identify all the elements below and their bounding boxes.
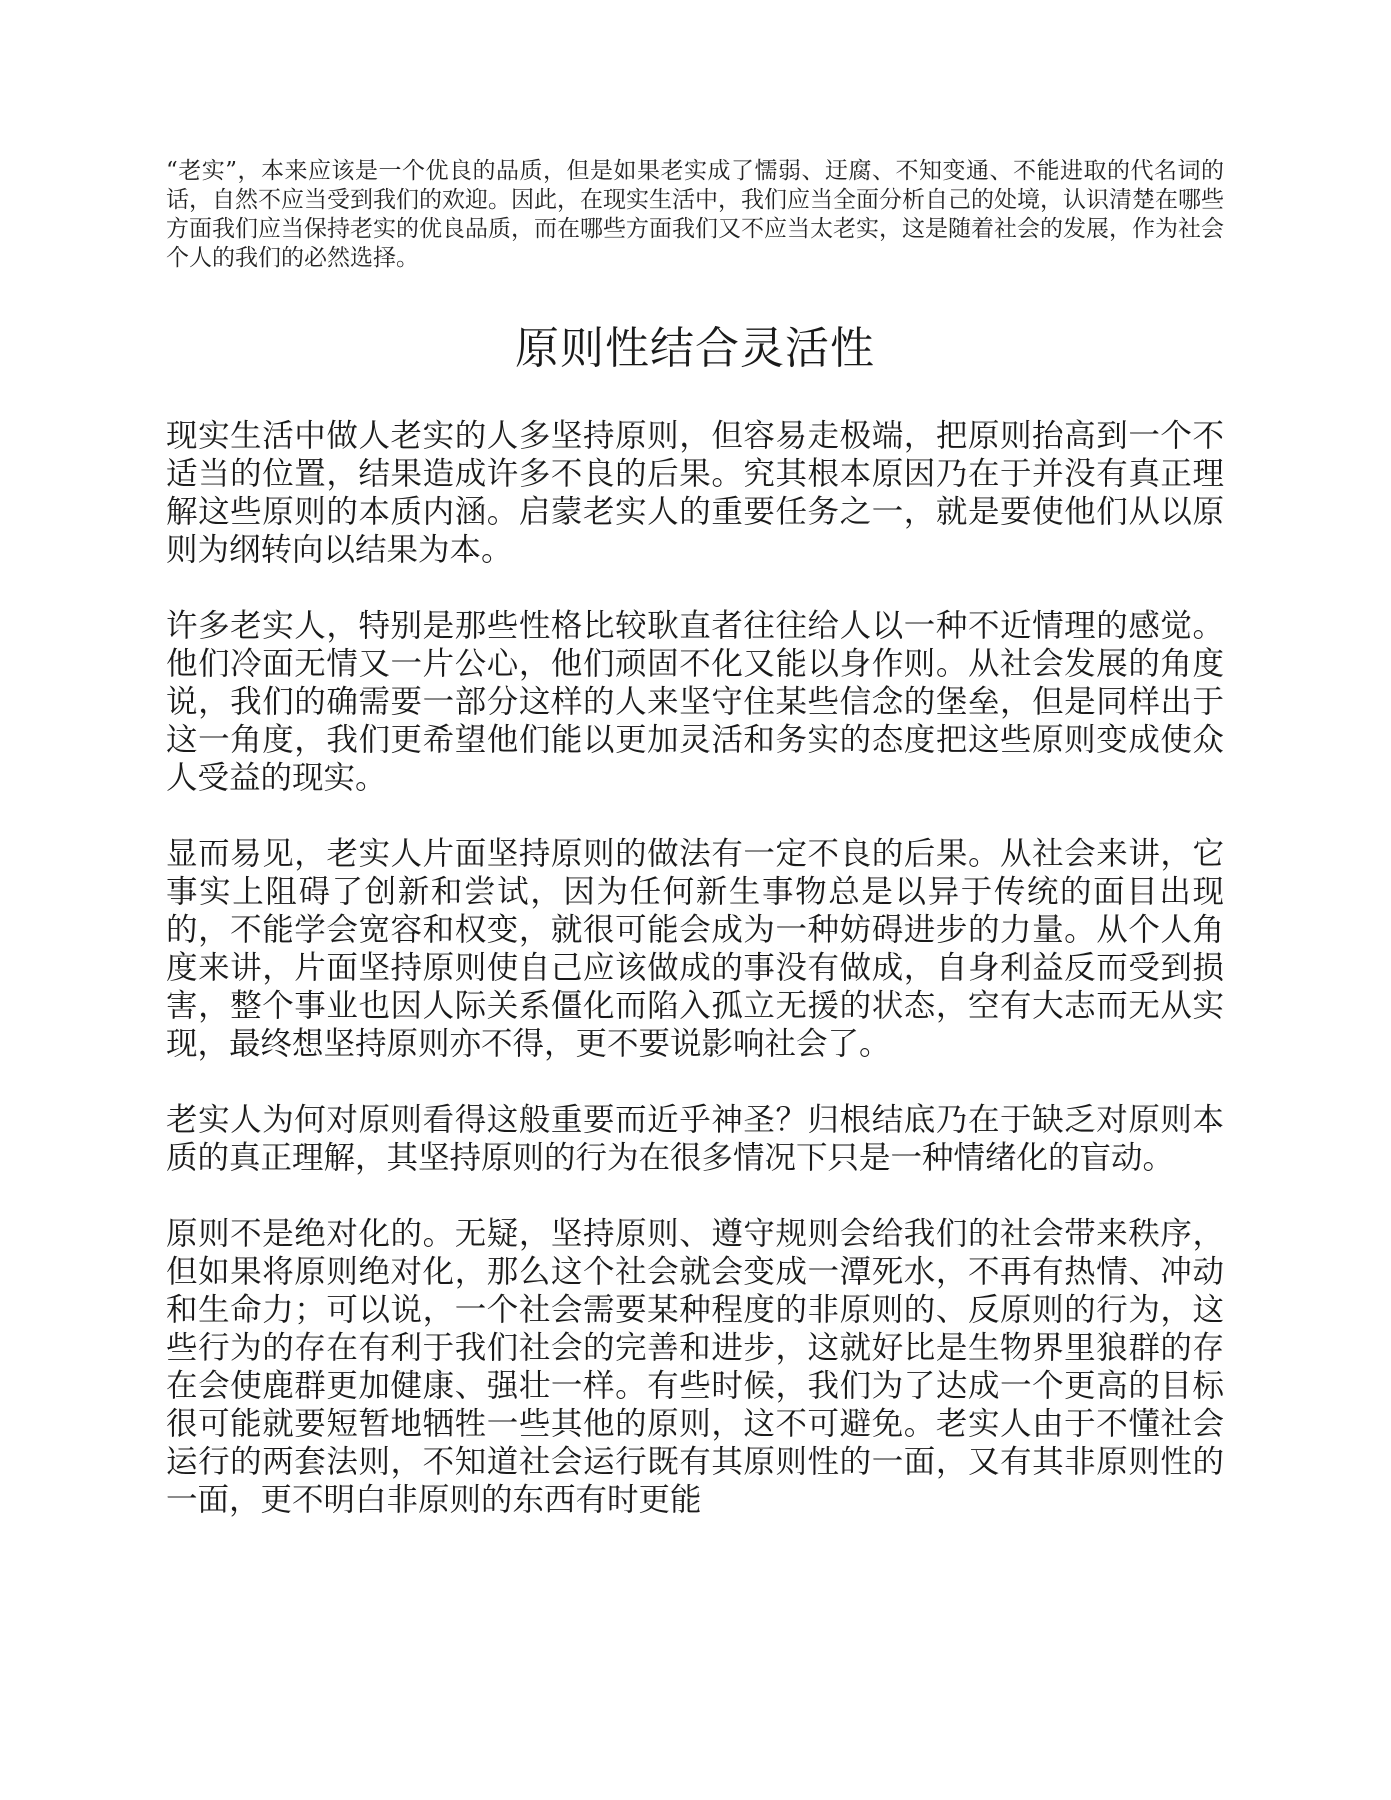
body-paragraph: 原则不是绝对化的。无疑，坚持原则、遵守规则会给我们的社会带来秩序，但如果将原则绝对化，那么这个社会就会变成一潭死水，不再有热情、冲动和生命力；可以说，一个社会需要某种程度的非原则的、反原则的行为，这些行为的存在有利于我们社会的完善和进步，这就好比是生物界里狼群的存在会使鹿群更加健康、强壮一样。有些时候，我们为了达成一个更高的目标很可能就要短暂地牺牲一些其他的原则，这不可避免。老实人由于不懂社会运行的两套法则，不知道社会运行既有其原则性的一面，又有其非原则性的一面，更不明白非原则的东西有时更能: [166, 1216, 1224, 1518]
section-title: 原则性结合灵活性: [515, 323, 875, 374]
body-paragraph: 老实人为何对原则看得这般重要而近乎神圣？归根结底乃在于缺乏对原则本质的真正理解，其坚持原则的行为在很多情况下只是一种情绪化的盲动。: [166, 1102, 1224, 1176]
body-paragraph: 现实生活中做人老实的人多坚持原则，但容易走极端，把原则抬高到一个不适当的位置，结果造成许多不良的后果。究其根本原因乃在于并没有真正理解这些原则的本质内涵。启蒙老实人的重要任务之一，就是要使他们从以原则为纲转向以结果为本。: [166, 418, 1224, 568]
body-paragraph: 许多老实人，特别是那些性格比较耿直者往往给人以一种不近情理的感觉。他们冷面无情又一片公心，他们顽固不化又能以身作则。从社会发展的角度说，我们的确需要一部分这样的人来坚守住某些信念的堡垒，但是同样出于这一角度，我们更希望他们能以更加灵活和务实的态度把这些原则变成使众人受益的现实。: [166, 608, 1224, 796]
intro-paragraph: “老实”，本来应该是一个优良的品质，但是如果老实成了懦弱、迂腐、不知变通、不能进取的代名词的话，自然不应当受到我们的欢迎。因此，在现实生活中，我们应当全面分析自己的处境，认识清楚在哪些方面我们应当保持老实的优良品质，而在哪些方面我们又不应当太老实，这是随着社会的发展，作为社会个人的我们的必然选择。: [166, 158, 1224, 271]
document-page: [166, 157, 1224, 1557]
body-paragraph: 显而易见，老实人片面坚持原则的做法有一定不良的后果。从社会来讲，它事实上阻碍了创新和尝试，因为任何新生事物总是以异于传统的面目出现的，不能学会宽容和权变，就很可能会成为一种妨碍进步的力量。从个人角度来讲，片面坚持原则使自己应该做成的事没有做成，自身利益反而受到损害，整个事业也因人际关系僵化而陷入孤立无援的状态，空有大志而无从实现，最终想坚持原则亦不得，更不要说影响社会了。: [166, 836, 1224, 1062]
